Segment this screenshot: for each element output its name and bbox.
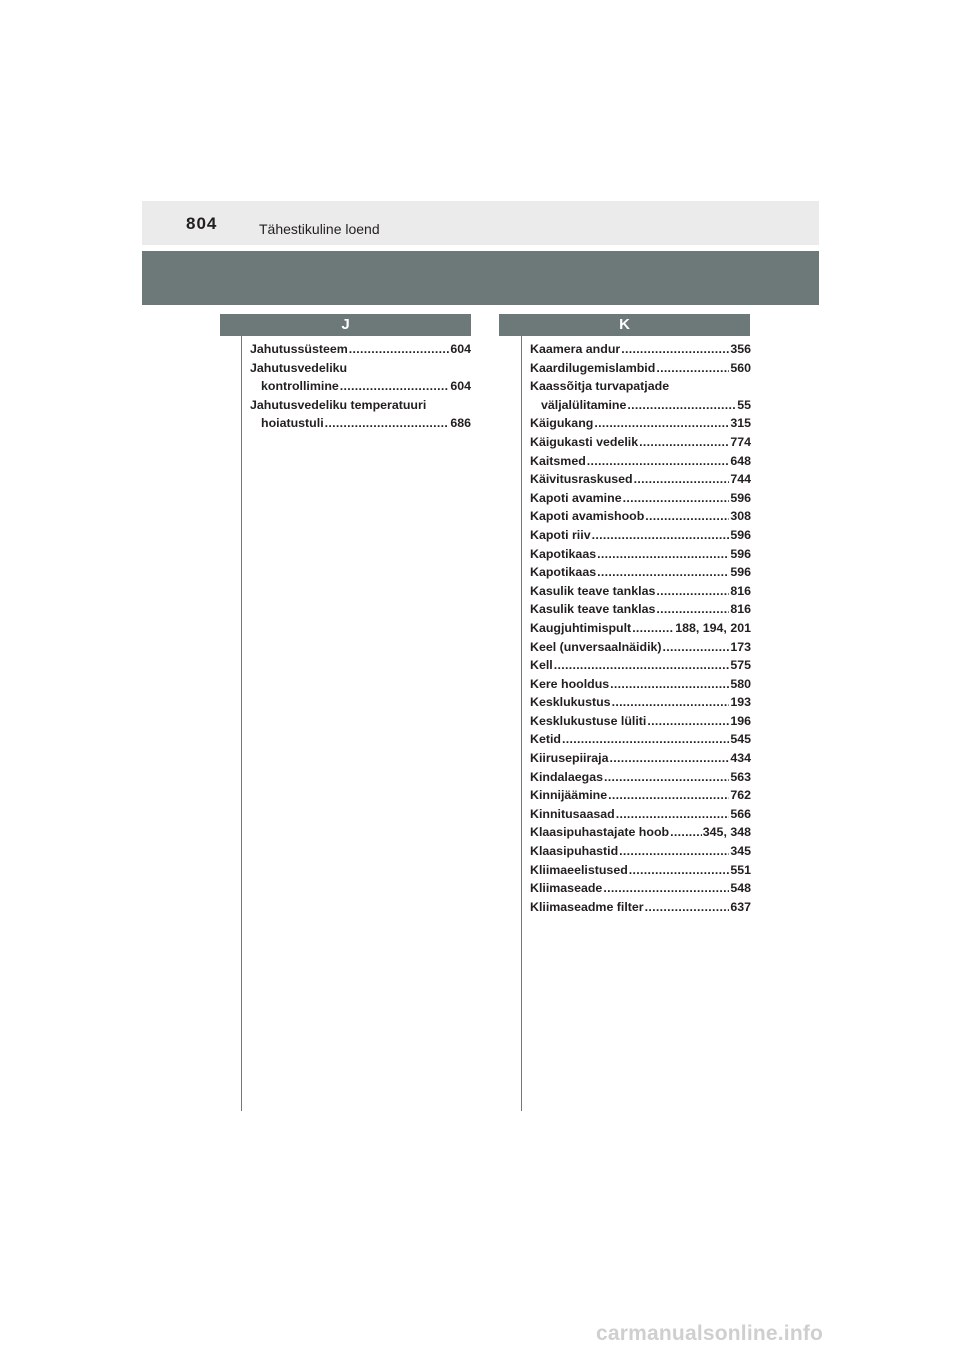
dot-leader [656, 600, 729, 619]
index-entry [530, 582, 751, 601]
index-entry [530, 340, 751, 359]
entry-page: 434 [730, 751, 751, 766]
index-entry [530, 823, 751, 842]
dot-leader [597, 563, 729, 582]
entry-page: 55 [737, 397, 751, 412]
entry-term: Käivitusraskused [530, 472, 633, 487]
entry-page: 637 [730, 899, 751, 914]
entry-term: Klaasipuhastid [530, 844, 619, 859]
dot-leader [629, 861, 730, 880]
dot-leader [632, 619, 674, 638]
entry-term: Kapotikaas [530, 565, 597, 580]
dot-leader [554, 656, 730, 675]
index-entry [530, 526, 751, 545]
index-entry [530, 879, 751, 898]
dot-leader [594, 414, 729, 433]
dot-leader [325, 414, 450, 433]
dot-leader [670, 823, 702, 842]
index-entry [530, 638, 751, 657]
index-entry [530, 786, 751, 805]
dot-leader [587, 452, 730, 471]
index-entry [530, 805, 751, 824]
entry-term: Kaitsmed [530, 453, 586, 468]
entry-term: Kasulik teave tanklas [530, 602, 656, 617]
entry-page: 563 [730, 769, 751, 784]
page-number: 804 [186, 214, 218, 233]
letter-heading-j: J [220, 314, 471, 336]
entry-page: 774 [730, 434, 751, 449]
index-entry [530, 712, 751, 731]
index-entry [530, 545, 751, 564]
index-entry [530, 489, 751, 508]
dot-leader [597, 545, 729, 564]
entry-term: Kapoti riiv [530, 527, 591, 542]
dot-leader [621, 340, 729, 359]
index-entry [530, 452, 751, 471]
section-title: Tähestikuline loend [259, 221, 380, 237]
entry-term: väljalülitamine [541, 397, 627, 412]
entry-page: 604 [450, 342, 471, 356]
entry-term: Jahutussüsteem [250, 342, 348, 356]
index-entry [530, 396, 751, 415]
entry-page: 188, 194, 201 [675, 620, 751, 635]
entry-page: 596 [730, 565, 751, 580]
entry-page: 816 [730, 583, 751, 598]
entry-term: kontrollimine [261, 379, 339, 394]
entry-term: Klaasipuhastajate hoob [530, 825, 670, 840]
dot-leader [645, 898, 730, 917]
index-entry [530, 768, 751, 787]
entry-page: 604 [450, 379, 471, 394]
entry-term: Jahutusvedeliku [250, 360, 348, 375]
entry-term: Kaugjuhtimispult [530, 620, 632, 635]
entry-page: 762 [730, 788, 751, 803]
entry-term: Kliimaeelistused [530, 862, 628, 877]
entry-term: Kapoti avamishoob [530, 509, 645, 524]
index-column-j [250, 340, 471, 433]
index-entry [250, 340, 471, 359]
entry-term: Kapoti avamine [530, 490, 622, 505]
entry-term: Kliimaseadme filter [530, 899, 644, 914]
entry-term: Kasulik teave tanklas [530, 583, 656, 598]
entry-term: Kinnitusaasad [530, 806, 615, 821]
index-entry [530, 619, 751, 638]
column-rule-j [241, 336, 242, 1111]
dot-leader [603, 879, 729, 898]
index-entry [530, 600, 751, 619]
index-column-k [530, 340, 751, 916]
entry-term: hoiatustuli [261, 416, 324, 431]
entry-term: Keel (unversaalnäidik) [530, 639, 662, 654]
dot-leader [349, 340, 450, 359]
dot-leader [656, 359, 729, 378]
entry-page: 580 [730, 676, 751, 691]
index-entry [530, 842, 751, 861]
index-entry [530, 898, 751, 917]
index-entry [250, 377, 471, 396]
dot-leader [639, 433, 729, 452]
entry-term: Kiirusepiiraja [530, 751, 609, 766]
index-entry [530, 693, 751, 712]
dot-leader [647, 712, 729, 731]
index-entry [530, 675, 751, 694]
index-entry [530, 507, 751, 526]
entry-term: Jahutusvedeliku temperatuuri [250, 397, 427, 412]
dot-leader [612, 693, 730, 712]
dot-leader [610, 675, 729, 694]
entry-page: 356 [730, 342, 751, 356]
entry-term: Käigukasti vedelik [530, 434, 639, 449]
entry-term: Kindalaegas [530, 769, 603, 784]
dot-leader [562, 730, 729, 749]
dot-leader [627, 396, 736, 415]
entry-page: 596 [730, 490, 751, 505]
page-header-band [142, 201, 819, 245]
entry-page: 596 [730, 546, 751, 561]
dot-leader [604, 768, 729, 787]
entry-term: Kaamera andur [530, 342, 621, 356]
entry-term: Kaassõitja turvapatjade [530, 379, 670, 394]
index-entry [530, 359, 751, 378]
entry-term: Kell [530, 658, 553, 673]
entry-term: Kliimaseade [530, 881, 603, 896]
entry-page: 551 [730, 862, 751, 877]
entry-page: 545 [730, 732, 751, 747]
entry-term: Kere hooldus [530, 676, 610, 691]
dot-leader [340, 377, 450, 396]
header-dark-band [142, 251, 819, 305]
index-entry [530, 470, 751, 489]
letter-heading-k: K [499, 314, 750, 336]
entry-page: 566 [730, 806, 751, 821]
entry-term: Kesklukustuse lüliti [530, 713, 647, 728]
entry-page: 686 [450, 416, 471, 431]
index-entry [530, 433, 751, 452]
dot-leader [623, 489, 730, 508]
entry-page: 315 [730, 416, 751, 431]
dot-leader [592, 526, 730, 545]
entry-page: 816 [730, 602, 751, 617]
dot-leader [656, 582, 729, 601]
entry-term: Kaardilugemislambid [530, 360, 656, 375]
entry-page: 345 [730, 844, 751, 859]
index-entry [530, 563, 751, 582]
entry-page: 744 [730, 472, 751, 487]
entry-page: 173 [730, 639, 751, 654]
index-entry [530, 730, 751, 749]
watermark: carmanualsonline.info [596, 1322, 824, 1345]
entry-page: 648 [730, 453, 751, 468]
entry-page: 196 [730, 713, 751, 728]
dot-leader [610, 749, 730, 768]
index-entry [530, 656, 751, 675]
entry-term: Käigukang [530, 416, 594, 431]
entry-page: 560 [730, 360, 751, 375]
entry-page: 193 [730, 695, 751, 710]
entry-term: Kesklukustus [530, 695, 611, 710]
index-entry [250, 414, 471, 433]
dot-leader [608, 786, 729, 805]
entry-page: 308 [730, 509, 751, 524]
entry-term: Kinnijäämine [530, 788, 608, 803]
dot-leader [619, 842, 729, 861]
column-rule-k [521, 336, 522, 1111]
entry-term: Kapotikaas [530, 546, 597, 561]
index-entry [530, 861, 751, 880]
entry-page: 548 [730, 881, 751, 896]
dot-leader [663, 638, 730, 657]
entry-page: 575 [730, 658, 751, 673]
entry-page: 596 [730, 527, 751, 542]
entry-page: 345, 348 [702, 825, 751, 840]
index-entry [530, 749, 751, 768]
dot-leader [645, 507, 729, 526]
entry-term: Ketid [530, 732, 561, 747]
dot-leader [634, 470, 730, 489]
dot-leader [616, 805, 730, 824]
index-entry [530, 414, 751, 433]
